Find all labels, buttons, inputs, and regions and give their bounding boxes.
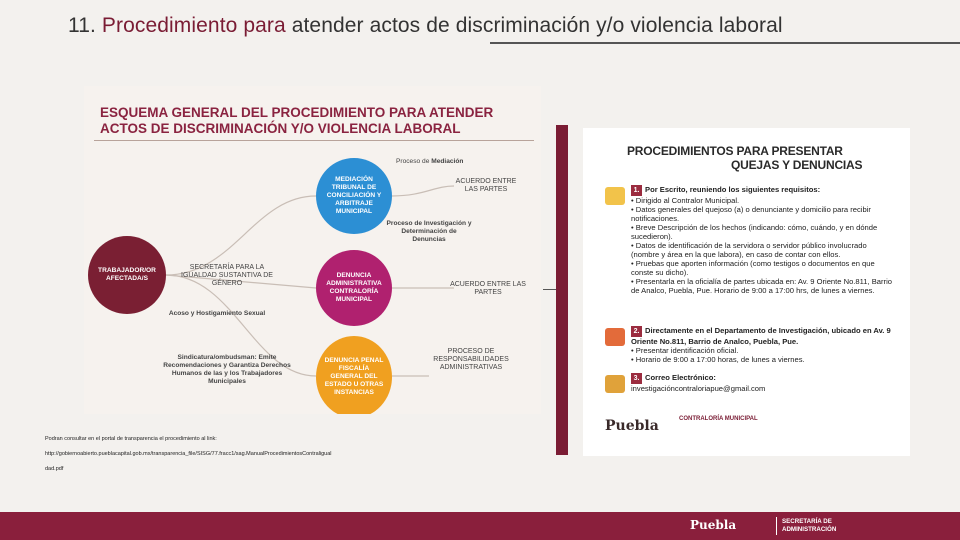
footnote-link[interactable]: http://gobiernoabierto.pueblacapital.gob.mx/transparencia_file/SISG/77.fracc1/sag.ManualProcedimientosContraligual: [45, 451, 332, 457]
title-underline: [490, 42, 960, 44]
node-mediacion: MEDIACIÓN TRIBUNAL DE CONCILIACIÓN Y ARBITRAJE MUNICIPAL: [316, 158, 392, 234]
panel-title-line1: PROCEDIMIENTOS PARA PRESENTAR: [627, 144, 843, 158]
procedures-panel: [583, 128, 910, 456]
node-denuncia-administrativa: DENUNCIA ADMINISTRATIVA CONTRALORÍA MUNICIPAL: [316, 250, 392, 326]
bottom-secretaria-line2: ADMINISTRACIÓN: [782, 526, 837, 533]
step-1-number: 1.: [631, 185, 642, 196]
node-denuncia-penal: DENUNCIA PENAL FISCALÍA GENERAL DEL ESTADO U OTRAS INSTANCIAS: [316, 336, 392, 414]
divider-connector: [543, 289, 556, 290]
step-3-head: Correo Electrónico:: [645, 373, 716, 382]
bottom-secretaria-line1: SECRETARÍA DE: [782, 518, 832, 525]
slide-title-part2: atender actos de discriminación y/o violencia laboral: [291, 14, 783, 37]
schema-heading-line2: ACTOS DE DISCRIMINACIÓN Y/O VIOLENCIA LABORAL: [100, 121, 461, 136]
step-2-line: • Presentar identificación oficial.: [631, 346, 739, 355]
node-trabajador: TRABAJADOR/OR AFECTADA/S: [88, 236, 166, 314]
bottom-separator: [776, 517, 777, 535]
office-icon: [605, 328, 625, 346]
slide-title-part1: Procedimiento para: [101, 14, 286, 37]
step-1-head: Por Escrito, reuniendo los siguientes requisitos:: [645, 185, 821, 194]
panel-title: [627, 144, 862, 172]
panel-footer: [583, 398, 910, 456]
label-responsabilidades: PROCESO DE RESPONSABILIDADES ADMINISTRATIVAS: [433, 348, 509, 371]
label-acuerdo-2: ACUERDO ENTRE LAS PARTES: [450, 281, 526, 296]
panel-contraloria-logo: CONTRALORÍA MUNICIPAL: [679, 416, 758, 422]
panel-title-line2: QUEJAS Y DENUNCIAS: [731, 158, 863, 172]
panel-puebla-logo: Puebla: [605, 418, 659, 434]
step-2: [605, 326, 895, 364]
bottom-puebla-logo: Puebla: [690, 518, 737, 532]
divider-bar: [556, 125, 568, 455]
bottom-bar: [0, 512, 960, 540]
step-1-line: • Datos generales del quejoso (a) o denunciante y domicilio para recibir notificaciones.: [631, 205, 871, 223]
schema-panel: [84, 86, 541, 414]
step-1: [605, 185, 895, 295]
slide-number: 11.: [68, 14, 96, 37]
connector-blue-acuerdo: [392, 186, 454, 196]
label-secretaria: SECRETARÍA PARA LA IGUALDAD SUSTANTIVA DE GÉNERO: [181, 264, 273, 287]
label-sindicatura: Sindicatura/ombudsman: Emite Recomendaciones y Garantiza Derechos Humanos de las y los Trabajadores Municipales: [163, 354, 291, 385]
step-1-line: • Dirigido al Contralor Municipal.: [631, 196, 740, 205]
label-mediacion-pre: Proceso de: [396, 158, 430, 165]
step-1-line: • Datos de identificación de la servidora o servidor público involucrado (nombre y área en la que labora), en caso de contar con ellos.: [631, 241, 867, 259]
step-1-line: • Breve Descripción de los hechos (indicando: cómo, cuándo, y en dónde sucedieron).: [631, 223, 878, 241]
label-acuerdo-1: ACUERDO ENTRE LAS PARTES: [455, 178, 517, 193]
label-mediacion: [396, 158, 476, 166]
document-icon: [605, 187, 625, 205]
footnote-line3: dad.pdf: [45, 466, 64, 472]
step-2-number: 2.: [631, 326, 642, 337]
footnote-line1: Podran consultar en el portal de transparencia el procedimiento al link:: [45, 436, 217, 442]
step-2-line: • Horario de 9:00 a 17:00 horas, de lunes a viernes.: [631, 355, 805, 364]
label-acoso: Acoso y Hostigamiento Sexual: [168, 310, 266, 317]
step-2-head: Directamente en el Departamento de Investigación, ubicado en Av. 9 Oriente No.811, Barrio de Analco, Puebla, Pue.: [631, 326, 891, 346]
schema-heading-line1: ESQUEMA GENERAL DEL PROCEDIMIENTO PARA ATENDER: [100, 105, 494, 120]
step-1-line: • Presentarla en la oficialía de partes ubicada en: Av. 9 Oriente No.811, Barrio de Analco, Puebla, Pue. Horario de 9:00 a 17:00 hrs, de lunes a viernes.: [631, 277, 892, 295]
step-3-email[interactable]: investigacióncontraloriapue@gmail.com: [631, 384, 766, 393]
step-3: [605, 373, 895, 393]
bottom-secretaria: [782, 518, 836, 534]
step-3-number: 3.: [631, 373, 642, 384]
email-icon: [605, 375, 625, 393]
step-1-line: • Pruebas que aporten información (como testigos o documentos en que conste su dicho).: [631, 259, 875, 277]
label-investigacion: Proceso de Investigación y Determinación de Denuncias: [386, 220, 472, 243]
label-mediacion-bold: Mediación: [431, 158, 464, 165]
slide-title: [68, 14, 783, 38]
